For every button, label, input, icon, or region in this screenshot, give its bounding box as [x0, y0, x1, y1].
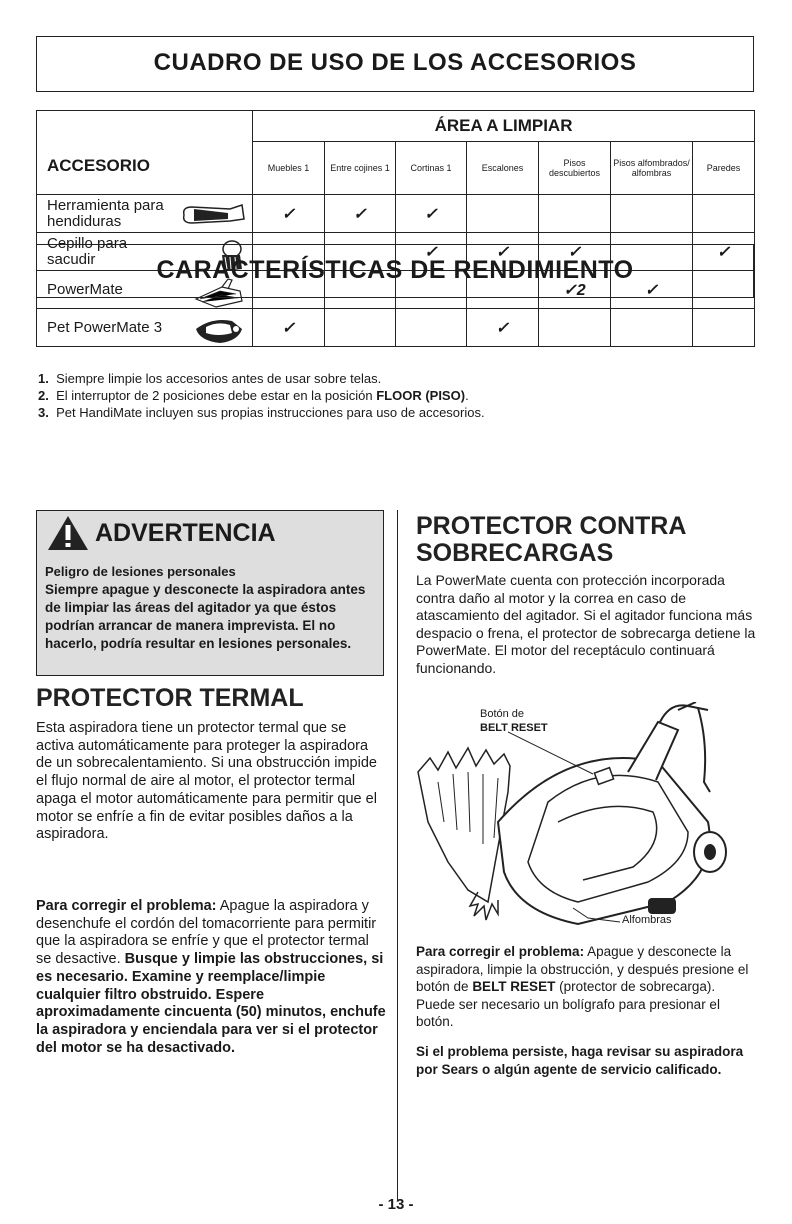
thermal-body: Esta aspiradora tiene un protector termal que se activa automáticamente para proteger la aspiradora de un sobrecalentamiento. Si una obstrucción impide el flujo normal de aire al motor, el protector termal apaga el motor automáticamente para permitir que el motor se enfríe a fin de evitar posibles daños a la aspiradora.: [36, 720, 377, 843]
notes: [38, 370, 758, 421]
accessory-name: PowerMate: [37, 271, 253, 309]
check-cell: [611, 195, 693, 233]
column-header-7: Paredes: [693, 142, 755, 195]
warning-box: [36, 510, 384, 676]
crevice-tool-icon: [180, 201, 246, 231]
accessories-table: [36, 110, 755, 347]
column-header-5: Pisos descubiertos: [539, 142, 611, 195]
check-cell: ✓: [396, 233, 467, 271]
accessory-name: Cepillo para sacudir: [37, 233, 253, 271]
column-divider: [397, 510, 398, 1200]
overload-title: PROTECTOR CONTRA SOBRECARGAS: [416, 512, 686, 567]
thermal-fix: Para corregir el problema: Apague la aspiradora y desenchufe el cordón del tomacorriente para permitir que la aspiradora se enfríe y que el protector termal se desactive. Busque y limpie las obstrucciones, si es necesario. Examine y reemplace/limpie cualquier filtro obstruido. Espere aproximadamente cincuenta (50) minutos, enchufe la aspiradora y enciendala para ver si el protector del motor se ha desactivado.: [36, 898, 386, 1056]
check-cell: ✓: [325, 195, 396, 233]
pet-powermate-icon: [192, 315, 246, 349]
check-cell: [325, 309, 396, 347]
column-header-6: Pisos alfombrados/ alfombras: [611, 142, 693, 195]
check-cell: [396, 309, 467, 347]
note-1: 1. Siempre limpie los accesorios antes de usar sobre telas.: [38, 371, 382, 386]
column-header-4: Escalones: [467, 142, 539, 195]
overload-body: La PowerMate cuenta con protección incorporada contra daño al motor y la correa en caso de atascamiento del agitador. Si el agitador funciona más despacio o frena, el protector de sobrecarga detiene la PowerMate. El motor del receptáculo continuará funcionando.: [416, 572, 756, 676]
note-2: 2. El interruptor de 2 posiciones debe estar en la posición FLOOR (PISO).: [38, 388, 469, 403]
accessories-chart-title: CUADRO DE USO DE LOS ACCESORIOS: [36, 36, 754, 92]
check-cell: [539, 195, 611, 233]
check-cell: ✓: [253, 195, 325, 233]
column-header-3: Cortinas 1: [396, 142, 467, 195]
accessory-name: Herramienta para hendiduras: [37, 195, 253, 233]
check-cell: [467, 195, 539, 233]
rugs-label: Alfombras: [622, 914, 672, 926]
check-cell: ✓: [396, 195, 467, 233]
accessory-header: ACCESORIO: [37, 111, 253, 195]
performance-title: CARACTERÍSTICAS DE RENDIMIENTO: [36, 244, 754, 298]
page-number: - 13 -: [378, 1196, 414, 1213]
check-cell: [693, 195, 755, 233]
overload-persist: Si el problema persiste, haga revisar su aspiradora por Sears o algún agente de servicio calificado.: [416, 1044, 744, 1077]
belt-reset-label-1: Botón de: [480, 708, 525, 720]
thermal-title: PROTECTOR TERMAL: [36, 684, 304, 712]
belt-reset-label-2: BELT RESET: [480, 722, 548, 734]
check-cell: ✓: [467, 309, 539, 347]
note-3: 3. Pet HandiMate incluyen sus propias instrucciones para uso de accesorios.: [38, 405, 485, 420]
check-cell: [693, 309, 755, 347]
check-cell: [611, 309, 693, 347]
warning-title: ADVERTENCIA: [47, 515, 276, 551]
accessory-name: Pet PowerMate 3: [37, 309, 253, 347]
powermate-figure: [408, 702, 758, 938]
warning-line1: Peligro de lesiones personales: [45, 564, 236, 579]
check-cell: ✓: [693, 233, 755, 271]
column-header-1: Muebles 1: [253, 142, 325, 195]
check-cell: ✓: [253, 309, 325, 347]
warning-body: Siempre apague y desconecte la aspiradora antes de limpiar las áreas del agitador ya que éstos podrían arrancar de manera imprevista. El no hacerlo, podría resultar en lesiones personales.: [45, 582, 366, 651]
check-cell: ✓: [467, 233, 539, 271]
area-header: ÁREA A LIMPIAR: [253, 111, 755, 142]
table-row: [37, 195, 755, 233]
check-cell: [539, 309, 611, 347]
column-header-2: Entre cojines 1: [325, 142, 396, 195]
check-cell: ✓: [539, 233, 611, 271]
overload-fix: Para corregir el problema: Apague y desconecte la aspiradora, limpie la obstrucción, y después presione el botón de BELT RESET (protector de sobrecarga). Puede ser necesario un bolígrafo para presionar el botón.: [416, 944, 749, 1029]
warning-triangle-icon: [47, 515, 89, 551]
powermate-illustration: [408, 702, 758, 938]
check-cell: ✓: [611, 271, 693, 309]
check-cell: ✓2: [539, 271, 611, 309]
table-row: [37, 309, 755, 347]
